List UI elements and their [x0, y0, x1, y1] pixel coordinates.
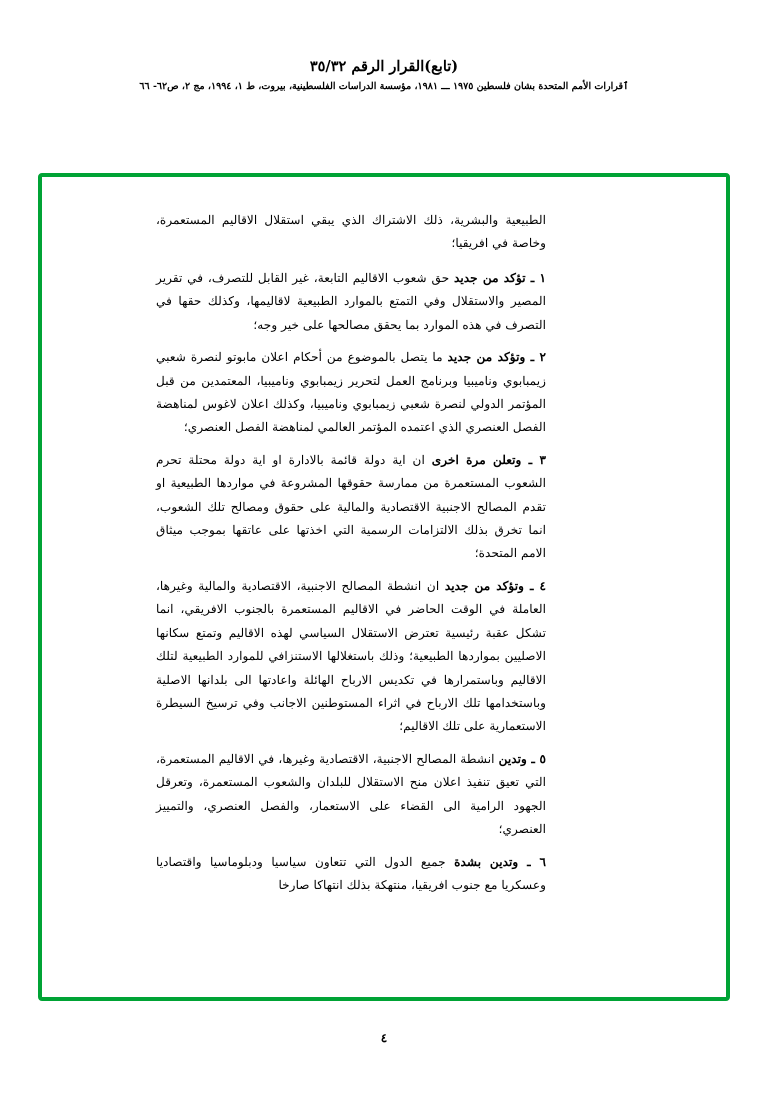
paragraph-lead: ٢ ـ وتؤكد من جديد: [447, 350, 547, 365]
paragraph-text: انشطة المصالح الاجنبية، الاقتصادية وغيرها، في الاقاليم المستعمرة، التي تعيق تنفيذ اعلان منح الاستقلال للبلدان والشعوب المستعمرة، وتعرقل الجهود الرامية الى القضاء على الاستعمار، والفصل العنصري، والتمييز العنصري؛: [156, 751, 546, 837]
paragraph-text: حق شعوب الاقاليم التابعة، غير القابل للتصرف، في تقرير المصير والاستقلال وفي التمتع بالموارد الطبيعية لاقاليمها، وكذلك حقها في التصرف في هذه الموارد بما يحقق مصالحها على خير وجه؛: [156, 270, 546, 332]
content-frame: [38, 173, 730, 1001]
paragraph-item-4: [156, 575, 546, 739]
document-body: [156, 209, 546, 906]
paragraph-text: ان انشطة المصالح الاجنبية، الاقتصادية والمالية وغيرها، العاملة في الوقت الحاضر في الاقاليم المستعمرة بالجنوب الافريقي، انما تشكل عقبة رئيسية تعترض الاستقلال السياسي لهذه الاقاليم وتمتع سكانها الاصليين بمواردها الطبيعية؛ وذلك باستغلالها الاستنزافي للموارد الطبيعية لتلك الاقاليم وباستمرارها في تكديس الارباح الهائلة واعادتها الى بلدانها الاصلية وباستخدامها تلك الارباح في اثراء المستوطنين الاجانب وفي ترسيخ السيطرة الاستعمارية على تلك الاقاليم؛: [156, 578, 546, 734]
page-source-citation: ٱقرارات الأمم المتحدة بشان فلسطين ١٩٧٥ ـــ ١٩٨١، مؤسسة الدراسات الفلسطينية، بيروت، ط ١، ١٩٩٤، مج ٢، ص٦٢- ٦٦: [139, 81, 629, 92]
paragraph-text: ما يتصل بالموضوع من أحكام اعلان مابوتو لنصرة شعبي زيمبابوي وناميبيا وبرنامج العمل لتحرير زيمبابوي وناميبيا، المعتمدين من قبل المؤتمر الدولي لنصرة شعبي زيمبابوي وناميبيا، وكذلك اعلان لاغوس لمناهضة الفصل العنصري الذي اعتمده المؤتمر العالمي لمناهضة الفصل العنصري؛: [156, 350, 546, 435]
paragraph-item-3: [156, 449, 546, 566]
paragraph-text: ان اية دولة قائمة بالادارة او اية دولة محتلة تحرم الشعوب المستعمرة من ممارسة حقوقها المشروعة في مواردها الطبيعية او تقدم المصالح الاجنبية الاقتصادية والمالية على حقوق ومصالح تلك الشعوب، انما تخرق بذلك الالتزامات الرسمية التي اخذتها على عاتقها بموجب ميثاق الامم المتحدة؛: [156, 452, 546, 561]
paragraph-lead: ٤ ـ وتؤكد من جديد: [444, 578, 547, 593]
paragraph-lead: ٣ ـ وتعلن مرة اخرى: [431, 452, 546, 467]
paragraph-lead: ١ ـ تؤكد من جديد: [453, 270, 546, 285]
paragraph-text: جميع الدول التي تتعاون سياسيا ودبلوماسيا واقتصاديا وعسكريا مع جنوب افريقيا، منتهكة بذلك انتهاكا صارخا: [156, 854, 546, 892]
paragraph-item-6: [156, 851, 546, 898]
page-number: ٤: [380, 1031, 388, 1045]
page-title: (تابع)القرار الرقم ٣٥/٣٢: [309, 58, 459, 75]
paragraph-item-1: [156, 267, 546, 337]
paragraph-item-5: [156, 748, 546, 842]
paragraph-lead: ٥ ـ وتدين: [498, 751, 546, 766]
paragraph-lead: ٦ ـ وتدين بشدة: [454, 854, 546, 869]
page-header: [0, 58, 768, 92]
paragraph-text: الطبيعية والبشرية، ذلك الاشتراك الذي يبقي استقلال الاقاليم المستعمرة، وخاصة في افريقيا؛: [156, 213, 546, 251]
paragraph-item-2: [156, 346, 546, 440]
paragraph-intro: [156, 209, 546, 256]
document-page: [0, 58, 768, 1097]
